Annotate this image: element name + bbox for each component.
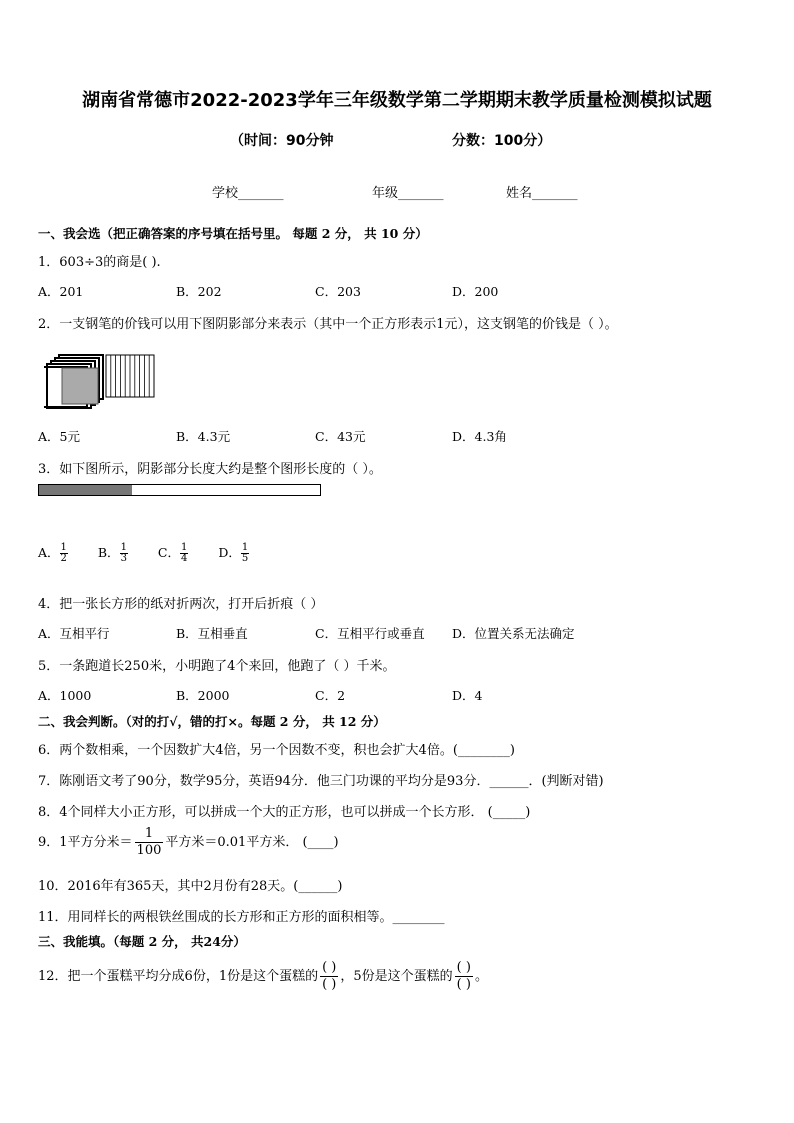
q5-option-d: D．4 [452,688,483,703]
q3-option-a: A． $\frac{1}{2}$ [38,542,67,564]
q2-option-a: A．5元 [38,429,80,444]
school-field: 学校_______ [212,186,284,201]
q1-option-a: A．201 [38,284,84,299]
q1-option-c: C．203 [315,284,361,299]
q12-fraction-2: ( ) ( ) [456,960,471,992]
question-6: 6．两个数相乘，一个因数扩大4倍，另一个因数不变，积也会扩大4倍。(________) [38,743,515,758]
question-5: 5．一条跑道长250米，小明跑了4个来回，他跑了（ ）千米。 [38,659,396,674]
q1-option-b: B．202 [176,284,222,299]
q3-option-b: B． $\frac{1}{3}$ [97,542,127,564]
question-7: 7．陈刚语文考了90分，数学95分，英语94分．他三门功课的平均分是93分．______．(判断对错) [38,774,604,789]
q3-option-c: C． $\frac{1}{4}$ [157,542,188,564]
q2-squares-figure [44,352,158,410]
question-1: 1．603÷3的商是( ). [38,255,161,270]
question-10: 10．2016年有365天，其中2月份有28天。(______) [38,879,343,894]
tenths-strip-icon [106,355,154,397]
q3-options [38,543,249,564]
q12-fraction-1: ( ) ( ) [322,960,337,992]
q2-option-c: C．43元 [315,429,366,444]
section-1-heading: 一、我会选（把正确答案的序号填在括号里。 每题 2 分， 共 10 分） [38,226,428,241]
question-9: 9．1平方分米＝ $\frac{1}{100}$ 平方米＝0.01平方米． (____) [38,826,339,858]
q3-bar [38,484,321,496]
section-3-heading: 三、我能填。（每题 2 分， 共24分） [38,934,246,949]
stacked-squares-icon [44,355,103,408]
q4-option-d: D．位置关系无法确定 [452,626,575,641]
question-2: 2．一支钢笔的价钱可以用下图阴影部分来表示（其中一个正方形表示1元），这支钢笔的价钱是（ ）。 [38,317,618,332]
question-12: 12．把一个蛋糕平均分成6份，1份是这个蛋糕的 ( ) ( ) ，5份是这个蛋糕的 ( ) ( ) 。 [38,960,488,992]
q5-option-a: A．1000 [38,688,92,703]
q5-option-c: C．2 [315,688,346,703]
exam-score: 分数：100分） [452,133,552,149]
question-11: 11．用同样长的两根铁丝围成的长方形和正方形的面积相等。________ [38,910,445,925]
q4-option-c: C．互相平行或垂直 [315,626,425,641]
q3-bar-shaded [39,485,132,495]
grade-field: 年级_______ [372,186,444,201]
q4-option-a: A．互相平行 [38,626,110,641]
q4-option-b: B．互相垂直 [176,626,248,641]
q2-option-b: B．4.3元 [176,429,231,444]
page-title: 湖南省常德市2022-2023学年三年级数学第二学期期末教学质量检测模拟试题 [82,90,712,111]
section-2-heading: 二、我会判断。（对的打√，错的打×。每题 2 分， 共 12 分） [38,714,386,729]
name-field: 姓名_______ [506,186,578,201]
q5-option-b: B．2000 [176,688,230,703]
question-4: 4．把一张长方形的纸对折两次，打开后折痕（ ） [38,597,324,612]
q9-fraction: $\frac{1}{100}$ [136,826,162,858]
q2-option-d: D．4.3角 [452,429,507,444]
question-8: 8．4个同样大小正方形，可以拼成一个大的正方形，也可以拼成一个长方形． (_____) [38,805,531,820]
q3-option-d: D． $\frac{1}{5}$ [218,542,249,564]
q1-option-d: D．200 [452,284,499,299]
exam-time: （时间：90分钟 [230,133,334,149]
question-3: 3．如下图所示，阴影部分长度大约是整个图形长度的（ ）。 [38,462,382,477]
